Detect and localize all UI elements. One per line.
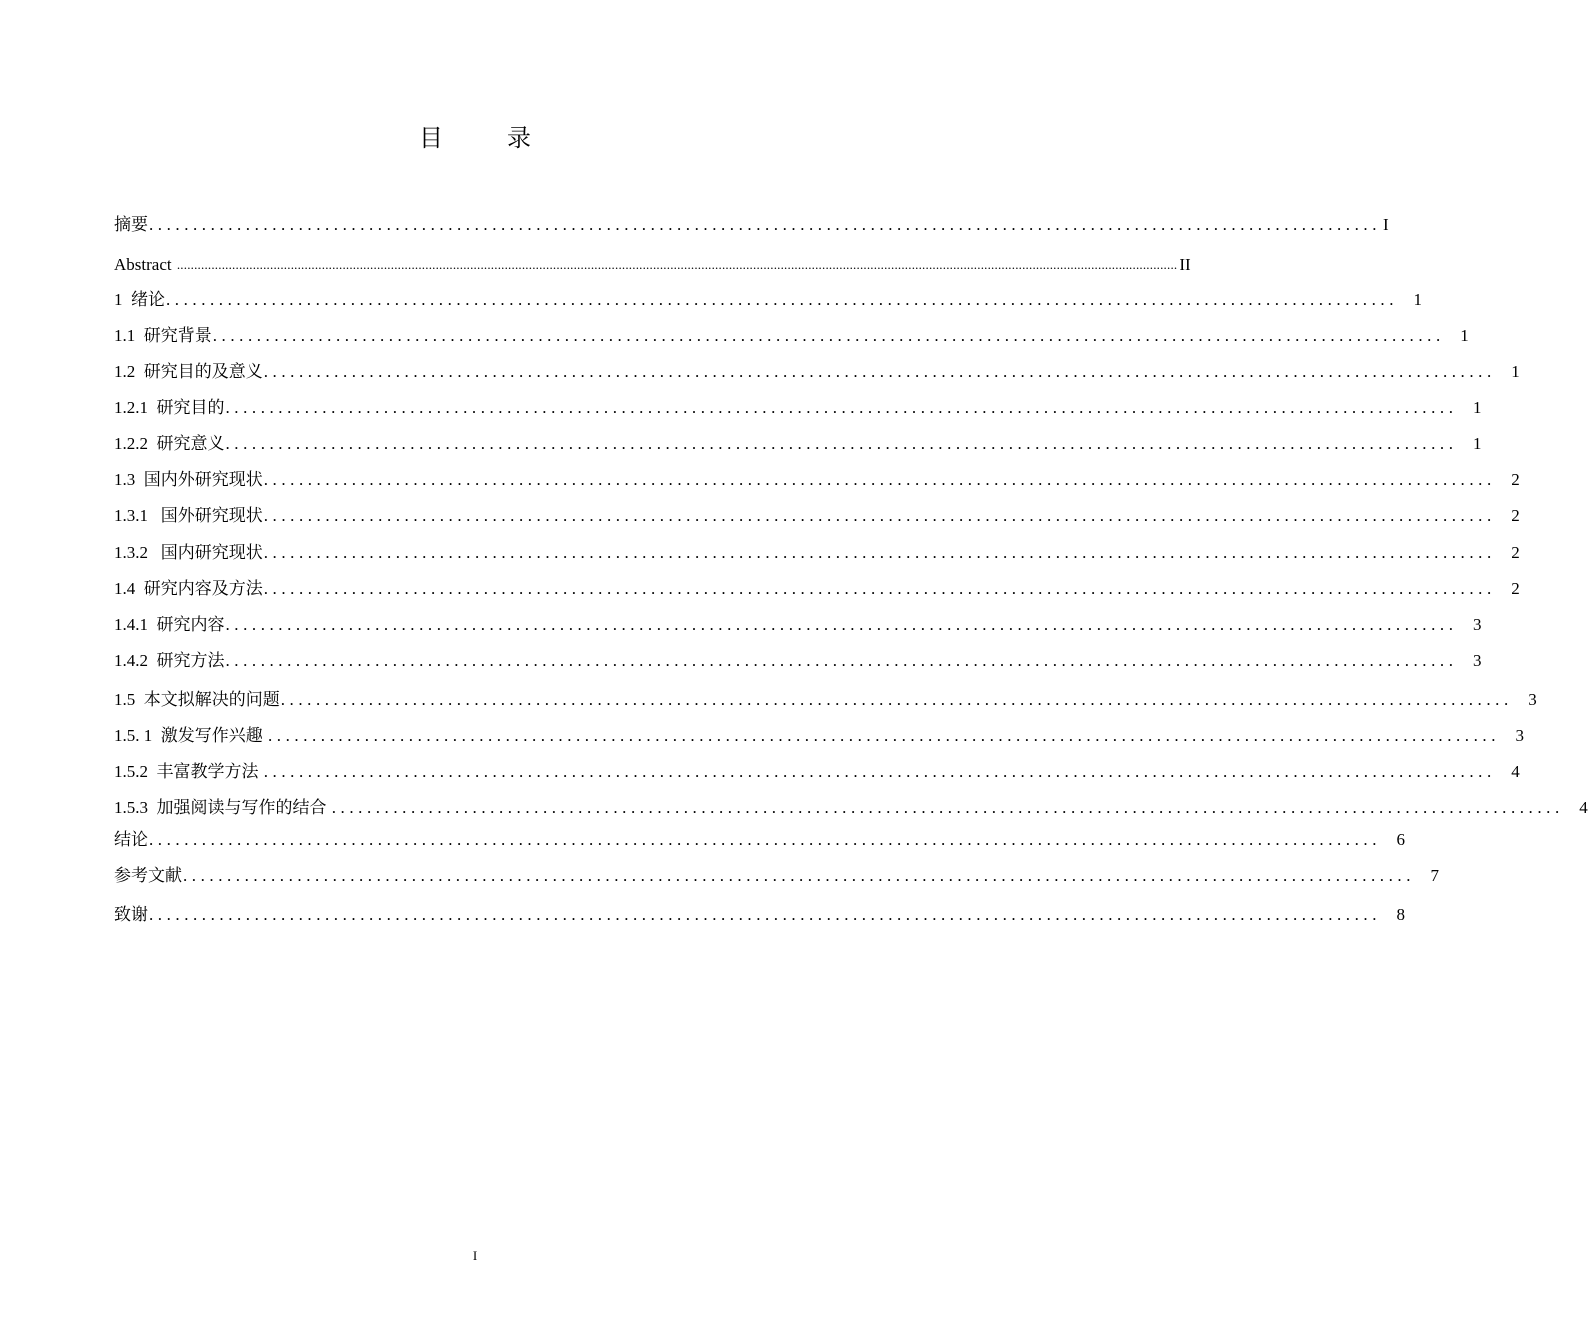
toc-entry-page: 2 <box>1511 579 1520 598</box>
toc-entry-label: 1.2 研究目的及意义 <box>114 362 263 381</box>
toc-entry-section-1-4[interactable] <box>114 577 1520 601</box>
toc-entry-label: 1.5.2 丰富教学方法 <box>114 762 263 781</box>
toc-entry-label: 1.4 研究内容及方法 <box>114 579 263 598</box>
toc-entry-label: 1.5.3 加强阅读与写作的结合 <box>114 798 331 817</box>
toc-entry-section-1-3-2[interactable] <box>114 541 1520 565</box>
toc-entry-page: 1 <box>1460 326 1469 345</box>
page-title: 目 录 <box>419 124 551 152</box>
toc-entry-references[interactable] <box>114 864 1439 888</box>
toc-entry-page: 4 <box>1579 798 1588 817</box>
toc-entry-page: II <box>1179 255 1191 274</box>
toc-entry-page: 2 <box>1511 543 1520 562</box>
toc-entry-page: 6 <box>1396 830 1405 849</box>
table-of-contents <box>114 0 1588 1344</box>
toc-entry-page: 3 <box>1528 690 1537 709</box>
dot-leader: ............................................................................................................................................ <box>149 830 1381 849</box>
toc-entry-label: 1.4.1 研究内容 <box>114 615 225 634</box>
dot-leader: .................................................................................................................................................................................................................................................................................................. <box>176 257 1178 272</box>
toc-entry-acknowledgements[interactable] <box>114 903 1405 927</box>
dot-leader: ............................................................................................................................................ <box>268 726 1500 745</box>
toc-entry-page: 1 <box>1511 362 1520 381</box>
toc-entry-label: Abstract <box>114 255 176 274</box>
toc-entry-label: 摘要 <box>114 215 148 234</box>
toc-entry-conclusion[interactable] <box>114 828 1405 852</box>
dot-leader: ............................................................................................................................................ <box>263 362 1496 381</box>
toc-entry-section-1-2-2[interactable] <box>114 432 1482 456</box>
toc-entry-page: 7 <box>1430 866 1439 885</box>
toc-entry-label: 1.2.1 研究目的 <box>114 398 225 417</box>
dot-leader: ............................................................................................................................................ <box>280 690 1513 709</box>
toc-entry-label: 致谢 <box>114 905 148 924</box>
dot-leader: ............................................................................................................................................ <box>263 506 1496 525</box>
toc-entry-label: 1.5. 1 激发写作兴趣 <box>114 726 267 745</box>
toc-entry-section-1-5[interactable] <box>114 688 1537 712</box>
toc-entry-label: 参考文献 <box>114 866 182 885</box>
toc-entry-page: 1 <box>1473 434 1482 453</box>
toc-entry-label: 1.3.2 国内研究现状 <box>114 543 263 562</box>
toc-entry-section-1-3[interactable] <box>114 468 1520 492</box>
toc-entry-section-1-5-2[interactable] <box>114 760 1520 784</box>
toc-entry-page: 1 <box>1473 398 1482 417</box>
toc-entry-page: 4 <box>1511 762 1520 781</box>
dot-leader: ............................................................................................................................................ <box>212 326 1445 345</box>
dot-leader: ............................................................................................................................................ <box>225 434 1458 453</box>
toc-entry-page: 1 <box>1413 290 1422 309</box>
toc-entry-label: 1.5 本文拟解决的问题 <box>114 690 280 709</box>
toc-entry-abstract-cn[interactable] <box>114 213 1389 237</box>
toc-entry-label: 1.4.2 研究方法 <box>114 651 225 670</box>
toc-entry-section-1-1[interactable] <box>114 324 1469 348</box>
dot-leader: ............................................................................................................................................ <box>166 290 1398 309</box>
toc-entry-section-1-5-1[interactable] <box>114 724 1524 748</box>
toc-entry-section-1-2-1[interactable] <box>114 396 1482 420</box>
dot-leader: ............................................................................................................................................ <box>331 798 1564 817</box>
dot-leader: ............................................................................................................................................ <box>263 579 1496 598</box>
toc-entry-chapter-1[interactable] <box>114 288 1422 312</box>
toc-entry-label: 1.3.1 国外研究现状 <box>114 506 263 525</box>
dot-leader: ............................................................................................................................................ <box>263 543 1496 562</box>
toc-entry-label: 1.2.2 研究意义 <box>114 434 225 453</box>
toc-entry-page: 3 <box>1473 615 1482 634</box>
dot-leader: ............................................................................................................................................ <box>263 470 1496 489</box>
toc-entry-section-1-4-2[interactable] <box>114 649 1482 673</box>
dot-leader: ............................................................................................................................................ <box>149 905 1381 924</box>
toc-entry-label: 1.3 国内外研究现状 <box>114 470 263 489</box>
toc-entry-page: 2 <box>1511 470 1520 489</box>
toc-entry-page: I <box>1383 215 1389 234</box>
toc-entry-page: 8 <box>1396 905 1405 924</box>
toc-entry-page: 3 <box>1515 726 1524 745</box>
toc-entry-section-1-2[interactable] <box>114 360 1520 384</box>
dot-leader: ............................................................................................................................................ <box>183 866 1415 885</box>
toc-entry-label: 1.1 研究背景 <box>114 326 212 345</box>
toc-entry-page: 2 <box>1511 506 1520 525</box>
dot-leader: ............................................................................................................................................ <box>225 615 1458 634</box>
footer-page-number: I <box>472 1248 478 1263</box>
toc-entry-section-1-5-3[interactable] <box>114 796 1588 820</box>
toc-entry-label: 结论 <box>114 830 148 849</box>
toc-entry-page: 3 <box>1473 651 1482 670</box>
dot-leader: ............................................................................................................................................ <box>225 398 1458 417</box>
dot-leader: ............................................................................................................................................ <box>225 651 1458 670</box>
dot-leader: ............................................................................................................................................ <box>149 215 1381 234</box>
toc-entry-label: 1 绪论 <box>114 290 165 309</box>
toc-entry-section-1-4-1[interactable] <box>114 613 1482 637</box>
toc-entry-abstract-en[interactable] <box>114 253 1191 277</box>
toc-entry-section-1-3-1[interactable] <box>114 504 1520 528</box>
dot-leader: ............................................................................................................................................ <box>263 762 1496 781</box>
